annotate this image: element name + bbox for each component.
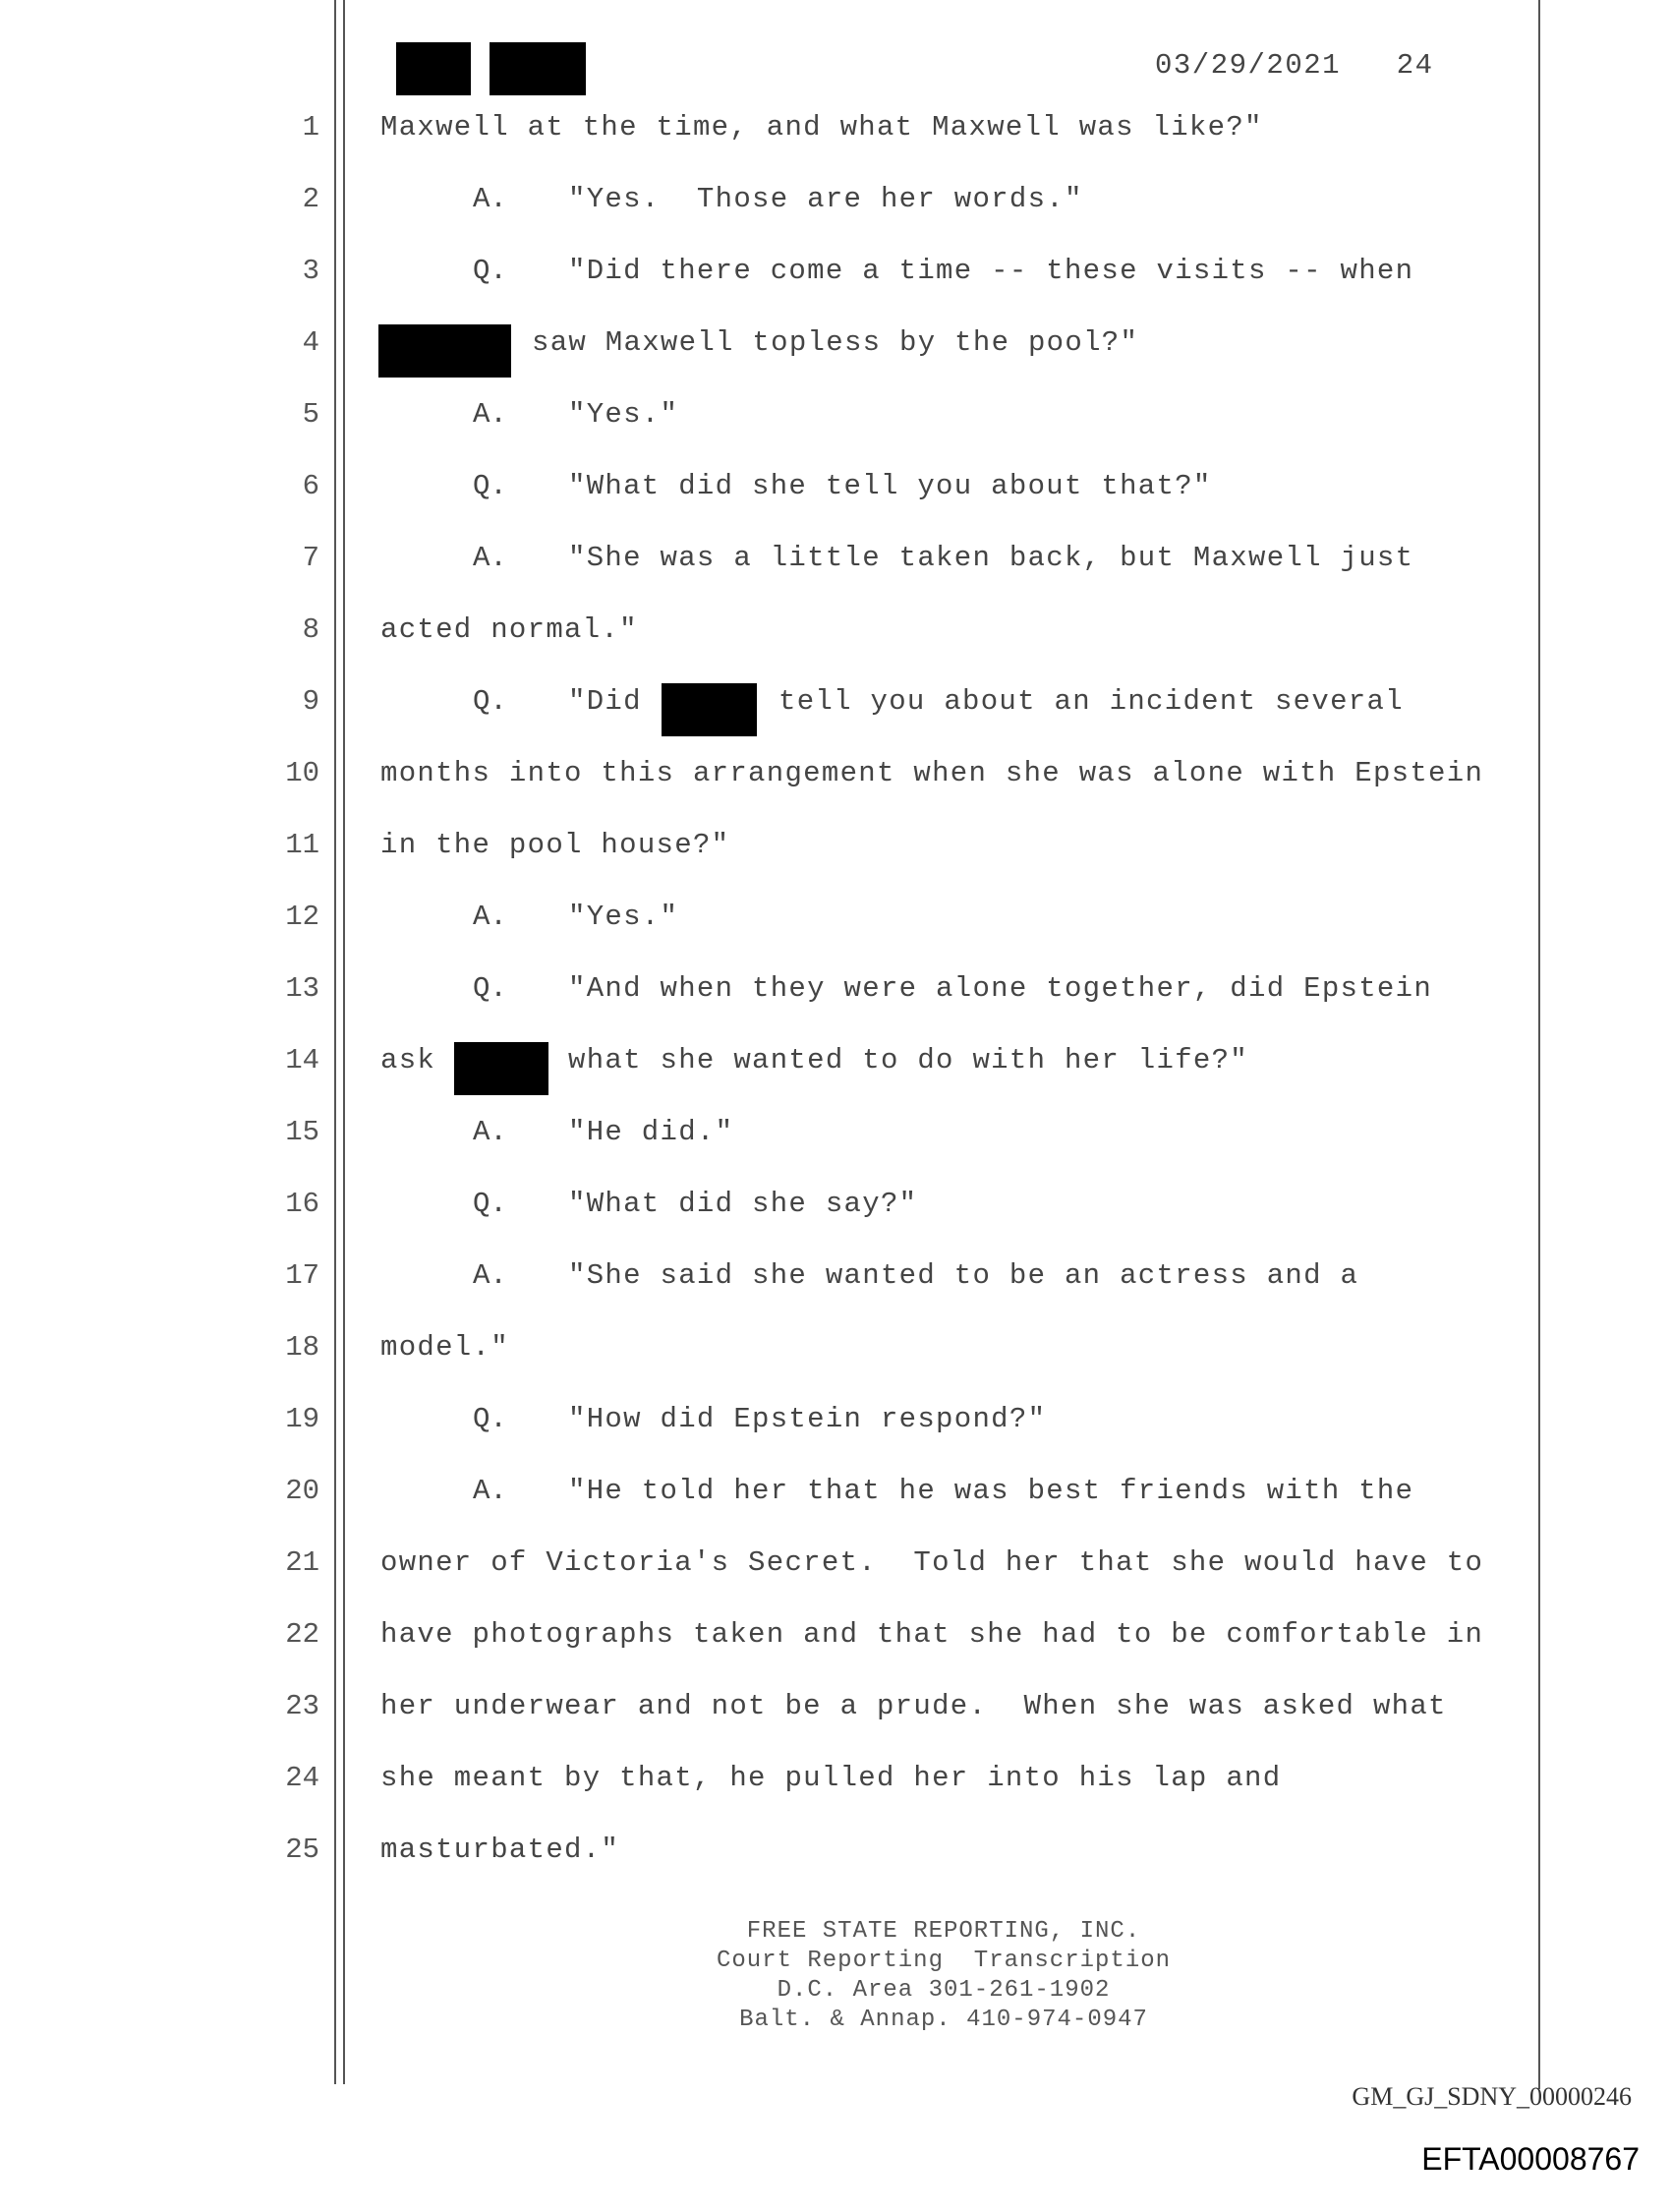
line-text: masturbated." — [380, 1834, 620, 1866]
line-text-after: tell you about an incident several — [778, 685, 1404, 718]
transcript-line — [0, 1610, 1671, 1681]
line-number: 22 — [285, 1618, 319, 1651]
line-number: 10 — [285, 757, 319, 789]
line-number: 11 — [285, 829, 319, 861]
transcript-line — [0, 1682, 1671, 1753]
speaker-label: A. — [473, 183, 507, 215]
line-number: 17 — [285, 1259, 319, 1292]
efta-number: EFTA00008767 — [1421, 2141, 1640, 2177]
line-text: "She was a little taken back, but Maxwell just — [568, 542, 1414, 574]
transcript-line — [0, 1826, 1671, 1896]
transcript-line — [0, 319, 1671, 389]
line-number: 7 — [302, 542, 319, 574]
speaker-label: Q. — [473, 1403, 507, 1435]
speaker-label: Q. — [473, 1188, 507, 1220]
transcript-line — [0, 893, 1671, 963]
speaker-label: Q. — [473, 685, 507, 718]
speaker-label: A. — [473, 1475, 507, 1507]
speaker-label: Q. — [473, 470, 507, 502]
line-number: 18 — [285, 1331, 319, 1364]
transcript-line — [0, 175, 1671, 246]
transcript-line — [0, 534, 1671, 605]
line-number: 4 — [302, 326, 319, 359]
line-number: 16 — [285, 1188, 319, 1220]
transcript-line — [0, 1395, 1671, 1466]
transcript-line — [0, 749, 1671, 820]
transcript-line — [0, 677, 1671, 748]
line-text: acted normal." — [380, 613, 638, 646]
name-redaction — [454, 1042, 548, 1095]
transcript-line — [0, 964, 1671, 1035]
transcript-line — [0, 606, 1671, 676]
line-number: 13 — [285, 972, 319, 1005]
line-text: "He told her that he was best friends with the — [568, 1475, 1414, 1507]
line-number: 21 — [285, 1546, 319, 1579]
line-number: 3 — [302, 255, 319, 287]
line-text: saw Maxwell topless by the pool?" — [532, 326, 1139, 359]
footer-phone-dc: D.C. Area 301-261-1902 — [777, 1977, 1111, 2004]
line-text-before: ask — [380, 1044, 436, 1077]
line-text: owner of Victoria's Secret. Told her that she would have to — [380, 1546, 1484, 1579]
transcript-line — [0, 1467, 1671, 1538]
line-text: months into this arrangement when she was alone with Epstein — [380, 757, 1484, 789]
name-redaction — [378, 324, 511, 378]
speaker-label: A. — [473, 1259, 507, 1292]
line-number: 20 — [285, 1475, 319, 1507]
page-number: 24 — [1396, 49, 1434, 82]
line-number: 9 — [302, 685, 319, 718]
line-text: "Yes." — [568, 398, 679, 431]
line-number: 8 — [302, 613, 319, 646]
line-text: "How did Epstein respond?" — [568, 1403, 1047, 1435]
transcript-line — [0, 1754, 1671, 1825]
line-text: "What did she say?" — [568, 1188, 918, 1220]
page-header-date: 03/29/2021 24 — [1155, 49, 1434, 82]
name-redaction — [662, 683, 757, 736]
line-number: 1 — [302, 111, 319, 144]
reporter-footer — [570, 1917, 1317, 2035]
transcript-line — [0, 462, 1671, 533]
transcript-line — [0, 1036, 1671, 1107]
speaker-label: A. — [473, 1116, 507, 1148]
line-text: "She said she wanted to be an actress and a — [568, 1259, 1359, 1292]
line-number: 19 — [285, 1403, 319, 1435]
line-number: 24 — [285, 1762, 319, 1794]
line-text: "Did there come a time -- these visits -- when — [568, 255, 1414, 287]
line-text: in the pool house?" — [380, 829, 730, 861]
transcript-line — [0, 390, 1671, 461]
line-text: Maxwell at the time, and what Maxwell was like?" — [380, 111, 1263, 144]
line-text: "He did." — [568, 1116, 734, 1148]
line-text: model." — [380, 1331, 509, 1364]
line-text: "Yes. Those are her words." — [568, 183, 1083, 215]
transcript-line — [0, 1180, 1671, 1251]
speaker-label: A. — [473, 542, 507, 574]
transcript-line — [0, 821, 1671, 892]
footer-company: FREE STATE REPORTING, INC. — [746, 1918, 1141, 1945]
transcript-line — [0, 247, 1671, 318]
line-number: 14 — [285, 1044, 319, 1077]
header-redaction-1 — [396, 42, 471, 95]
transcript-line — [0, 1539, 1671, 1609]
line-number: 15 — [285, 1116, 319, 1148]
transcript-line — [0, 103, 1671, 174]
line-number: 12 — [285, 901, 319, 933]
line-text: "What did she tell you about that?" — [568, 470, 1212, 502]
speaker-label: Q. — [473, 972, 507, 1005]
line-text: her underwear and not be a prude. When she was asked what — [380, 1690, 1447, 1722]
footer-services: Court Reporting Transcription — [716, 1948, 1172, 1974]
line-text: "Yes." — [568, 901, 679, 933]
speaker-label: Q. — [473, 255, 507, 287]
line-number: 2 — [302, 183, 319, 215]
line-number: 23 — [285, 1690, 319, 1722]
line-text-after: what she wanted to do with her life?" — [568, 1044, 1249, 1077]
transcript-line — [0, 1108, 1671, 1179]
speaker-label: A. — [473, 398, 507, 431]
line-number: 25 — [285, 1834, 319, 1866]
line-text: she meant by that, he pulled her into his lap and — [380, 1762, 1282, 1794]
transcript-line — [0, 1323, 1671, 1394]
line-text-before: "Did — [568, 685, 642, 718]
header-redaction-2 — [490, 42, 586, 95]
line-text: have photographs taken and that she had to be comfortable in — [380, 1618, 1484, 1651]
line-text: "And when they were alone together, did Epstein — [568, 972, 1433, 1005]
bates-number: GM_GJ_SDNY_00000246 — [1352, 2082, 1632, 2111]
transcript-line — [0, 1252, 1671, 1322]
line-number: 6 — [302, 470, 319, 502]
speaker-label: A. — [473, 901, 507, 933]
line-number: 5 — [302, 398, 319, 431]
footer-phone-balt: Balt. & Annap. 410-974-0947 — [739, 2007, 1148, 2033]
